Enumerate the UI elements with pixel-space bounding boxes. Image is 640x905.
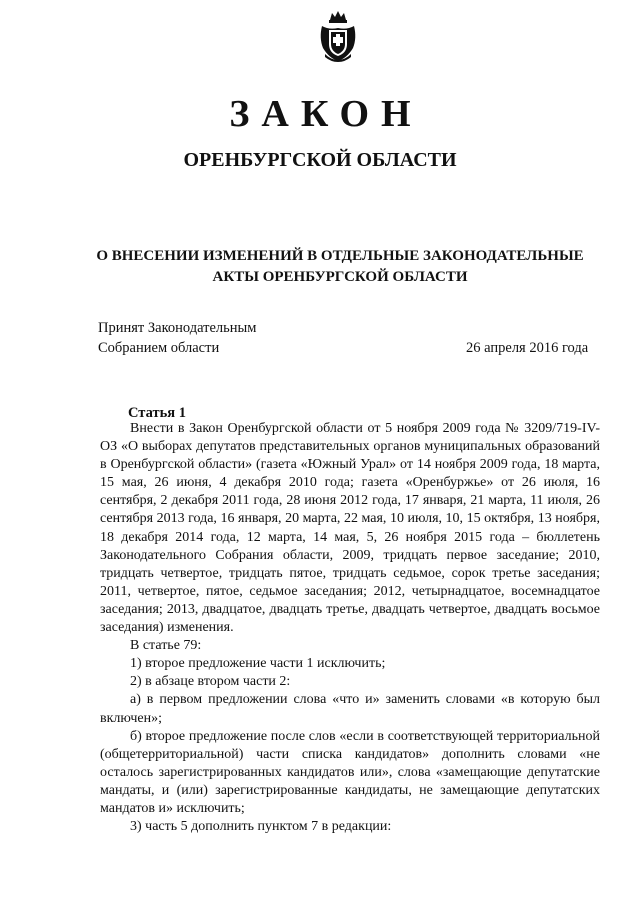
- article-body: [100, 420, 600, 836]
- law-title: ЗАКОН: [229, 93, 423, 135]
- article-paragraph: а) в первом предложении слова «что и» заменить словами «в которую был включен»;: [100, 692, 600, 726]
- article-paragraph: 1) второе предложение части 1 исключить;: [130, 656, 386, 672]
- article-title: Статья 1: [128, 405, 186, 421]
- coat-of-arms-icon: [317, 10, 359, 62]
- article-paragraph: 3) часть 5 дополнить пунктом 7 в редакции:: [130, 819, 392, 835]
- adoption-date: 26 апреля 2016 года: [466, 340, 589, 356]
- law-region: ОРЕНБУРГСКОЙ ОБЛАСТИ: [183, 149, 457, 171]
- adoption-note: Принят Законодательным Собранием области: [98, 320, 257, 356]
- article-paragraph: В статье 79:: [130, 638, 202, 654]
- article-paragraph: 2) в абзаце втором части 2:: [130, 674, 291, 690]
- document-subject-heading: О ВНЕСЕНИИ ИЗМЕНЕНИЙ В ОТДЕЛЬНЫЕ ЗАКОНОДАТЕЛЬНЫЕ АКТЫ ОРЕНБУРГСКОЙ ОБЛАСТИ: [96, 248, 584, 285]
- article-paragraph: Внести в Закон Оренбургской области от 5 ноября 2009 года № 3209/719-IV-ОЗ «О выборах депутатов представительных органов муниципальных образований в Оренбургской области» (газета «Южный Урал» от 14 ноября 2009 года, 18 марта, 15 мая, 26 июня, 4 декабря 2010 года; газета «Оренбуржье» от 26 июля, 16 сентября, 2 декабря 2011 года, 28 июня 2012 года, 17 января, 21 марта, 11 июля, 26 сентября 2013 года, 16 января, 20 марта, 22 мая, 10 июля, 10, 15 октября, 13 ноября, 18 декабря 2014 года, 12 марта, 14 мая, 5, 26 ноября 2015 года – бюллетень Законодательного Собрания области, 2009, тридцать первое заседание; 2010, тридцать четвертое, тридцать пятое, тридцать седьмое, сорок третье заседания; 2011, четвертое, пятое, седьмое заседания; 2012, четырнадцатое, восемнадцатое заседания; 2013, двадцатое, двадцать третье, двадцать четвертое, двадцать восьмое заседания) изменения.: [100, 421, 600, 636]
- article-paragraph: б) второе предложение после слов «если в соответствующей территориальной (общетерриториальной) части списка кандидатов» дополнить словами «не осталось зарегистрированных кандидатов или», слова «замещающие депутатские мандаты, и (или) зарегистрированные кандидаты, не замещающие депутатских мандатов и» исключить;: [100, 728, 600, 816]
